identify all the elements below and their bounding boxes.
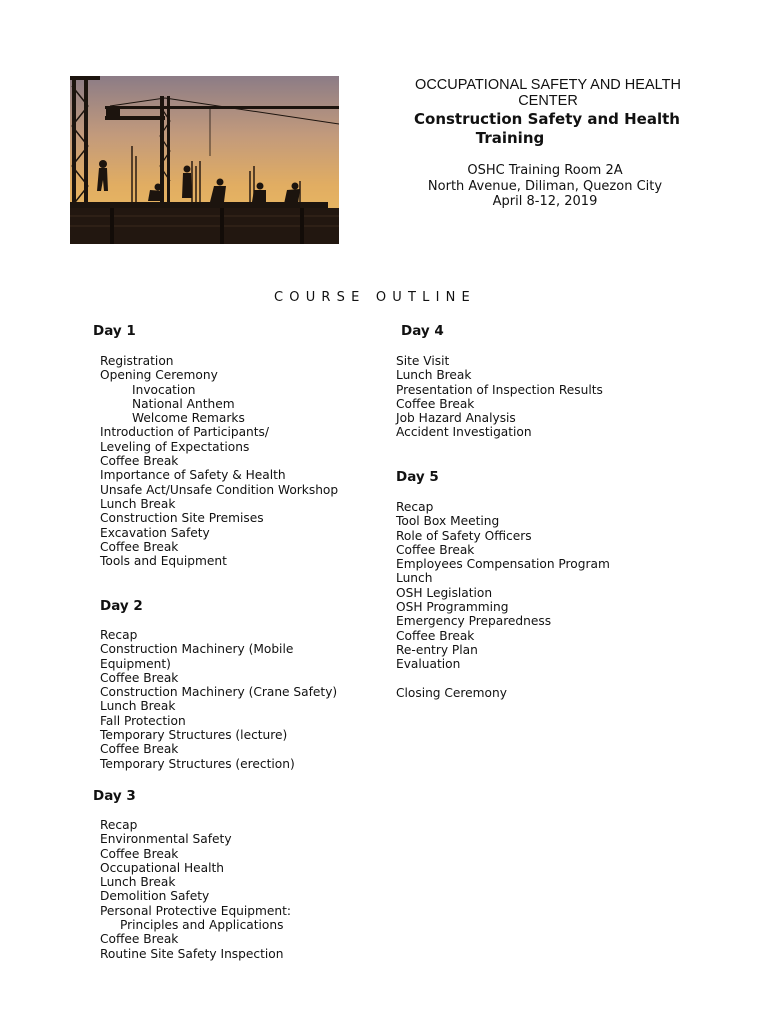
list-item: Evaluation [396, 657, 461, 672]
list-item: Emergency Preparedness [396, 614, 552, 629]
list-item: Closing Ceremony [396, 685, 507, 700]
day-3-agenda [100, 818, 291, 961]
venue-address: North Avenue, Diliman, Quezon City [427, 178, 663, 194]
day-2-heading: Day 2 [100, 598, 143, 614]
list-item: Coffee Break [100, 742, 179, 757]
list-item: Registration [100, 354, 174, 368]
course-outline-heading: COURSE OUTLINE [274, 290, 476, 305]
list-item: Lunch Break [396, 368, 472, 383]
venue-block [400, 163, 690, 210]
list-item: Coffee Break [100, 670, 179, 685]
org-line-1: OCCUPATIONAL SAFETY AND HEALTH [415, 77, 681, 93]
list-item: Equipment) [100, 656, 171, 671]
list-item: Lunch [396, 571, 433, 586]
list-item: Coffee Break [100, 846, 179, 861]
day-5-agenda [396, 500, 610, 700]
list-item: Coffee Break [396, 542, 475, 557]
list-item: Demolition Safety [100, 889, 210, 904]
list-item: Presentation of Inspection Results [396, 382, 603, 397]
list-item: Re-entry Plan [396, 642, 478, 657]
list-item: Recap [100, 628, 138, 642]
day-5-heading: Day 5 [396, 469, 439, 485]
list-item: Importance of Safety & Health [100, 468, 286, 483]
org-line-2: CENTER [518, 93, 578, 109]
list-item: Routine Site Safety Inspection [100, 946, 284, 961]
day-2-agenda [100, 628, 337, 771]
list-item: Tools and Equipment [100, 554, 227, 569]
list-item: Construction Machinery (Mobile [100, 642, 294, 657]
list-item: Excavation Safety [100, 525, 210, 540]
list-spacer [396, 672, 610, 686]
day-1-heading: Day 1 [93, 323, 136, 339]
list-item: Construction Machinery (Crane Safety) [100, 685, 338, 700]
list-item: Coffee Break [100, 539, 179, 554]
list-item: OSH Programming [396, 600, 509, 615]
list-item: Coffee Break [396, 396, 475, 411]
list-item: Environmental Safety [100, 832, 232, 847]
list-item: Accident Investigation [396, 425, 532, 440]
day-1-agenda [100, 354, 338, 568]
list-item: Job Hazard Analysis [396, 411, 516, 426]
list-item: Introduction of Participants/ [100, 425, 269, 440]
day-3-heading: Day 3 [93, 788, 136, 804]
list-item: Construction Site Premises [100, 511, 264, 526]
list-item: Coffee Break [100, 932, 179, 947]
list-item: Occupational Health [100, 860, 225, 875]
list-item: Coffee Break [396, 628, 475, 643]
list-item: Recap [396, 500, 434, 514]
list-item: OSH Legislation [396, 585, 493, 600]
day-4-agenda [396, 354, 603, 440]
list-item: Role of Safety Officers [396, 528, 532, 543]
event-dates: April 8-12, 2019 [492, 194, 598, 209]
list-item: Temporary Structures (erection) [100, 756, 295, 771]
list-item: National Anthem [132, 396, 235, 411]
list-item: Recap [100, 818, 138, 832]
list-item: Employees Compensation Program [396, 557, 610, 572]
list-item: Personal Protective Equipment: [100, 903, 292, 918]
list-item: Lunch Break [100, 496, 176, 511]
list-item: Lunch Break [100, 699, 176, 714]
list-item: Temporary Structures (lecture) [100, 728, 288, 743]
venue-room: OSHC Training Room 2A [467, 163, 623, 178]
list-item: Lunch Break [100, 875, 176, 890]
organization-name [380, 77, 716, 109]
list-item: Unsafe Act/Unsafe Condition Workshop [100, 482, 339, 497]
list-item: Welcome Remarks [132, 411, 245, 426]
list-item: Invocation [132, 382, 196, 397]
course-title-line-1: Construction Safety and Health [414, 110, 680, 128]
list-item: Leveling of Expectations [100, 439, 250, 454]
list-item: Principles and Applications [120, 918, 284, 933]
list-item: Opening Ceremony [100, 368, 218, 383]
list-item: Coffee Break [100, 454, 179, 469]
list-item: Site Visit [396, 354, 450, 368]
course-title [396, 110, 698, 148]
day-4-heading: Day 4 [401, 323, 444, 339]
course-title-line-2: Training [475, 129, 545, 147]
construction-photo [70, 76, 339, 244]
list-item: Fall Protection [100, 713, 186, 728]
list-item: Tool Box Meeting [396, 514, 500, 529]
